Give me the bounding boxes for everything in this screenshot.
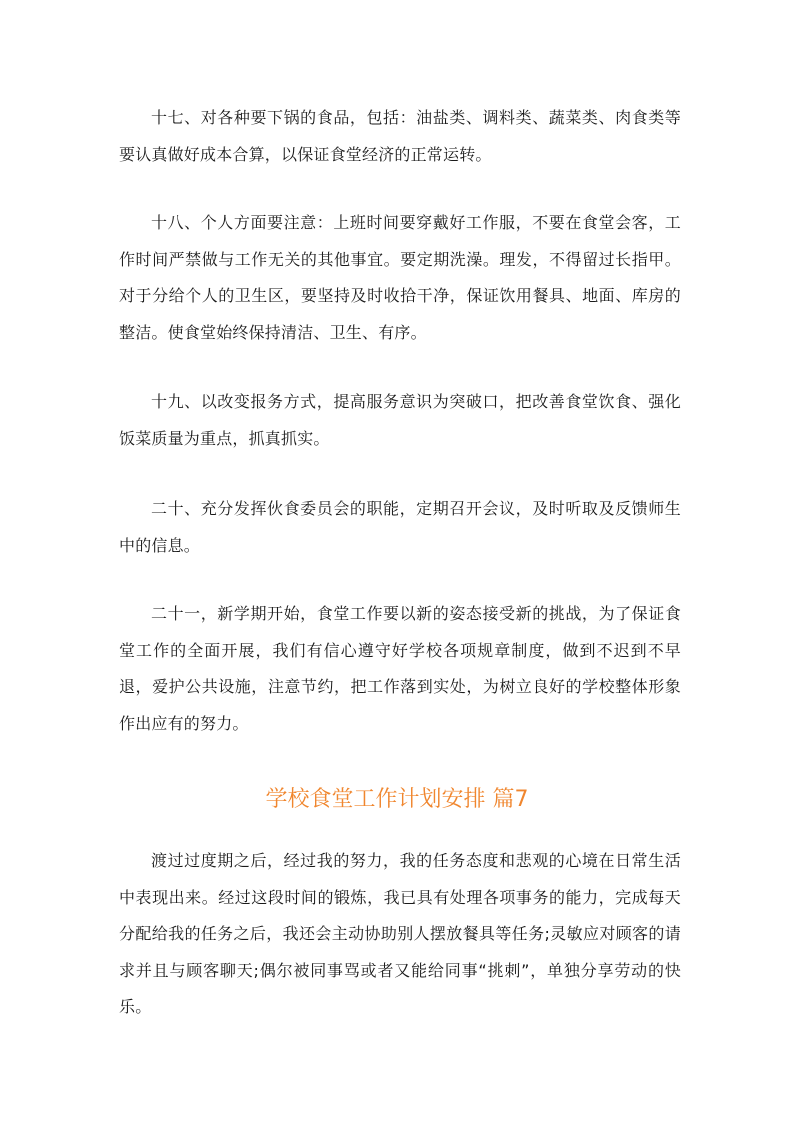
paragraph-item-18: 十八、个人方面要注意：上班时间要穿戴好工作服，不要在食堂会客，工作时间严禁做与工作无关的其他事宜。要定期洗澡。理发，不得留过长指甲。对于分给个人的卫生区，要坚持及时收拾干净，保证饮用餐具、地面、库房的整洁。使食堂始终保持清洁、卫生、有序。: [119, 213, 681, 342]
section-heading: 学校食堂工作计划安排 篇7: [265, 787, 529, 812]
paragraph-item-19: 十九、以改变报务方式，提高服务意识为突破口，把改善食堂饮食、强化饭菜质量为重点，抓真抓实。: [119, 392, 681, 448]
paragraph-item-20: 二十、充分发挥伙食委员会的职能，定期召开会议，及时听取及反馈师生中的信息。: [119, 499, 681, 555]
paragraph-item-21: 二十一，新学期开始，食堂工作要以新的姿态接受新的挑战，为了保证食堂工作的全面开展，我们有信心遵守好学校各项规章制度，做到不迟到不早退，爱护公共设施，注意节约，把工作落到实处，为树立良好的学校整体形象作出应有的努力。: [119, 604, 681, 733]
section-paragraph: 渡过过度期之后，经过我的努力，我的任务态度和悲观的心境在日常生活中表现出来。经过这段时间的锻炼，我已具有处理各项事务的能力，完成每天分配给我的任务之后，我还会主动协助别人摆放餐具等任务;灵敏应对顾客的请求并且与顾客聊天;偶尔被同事骂或者又能给同事“挑刺”，单独分享劳动的快乐。: [119, 851, 681, 1016]
paragraph-item-17: 十七、对各种要下锅的食品，包括：油盐类、调料类、蔬菜类、肉食类等要认真做好成本合算，以保证食堂经济的正常运转。: [119, 108, 681, 164]
